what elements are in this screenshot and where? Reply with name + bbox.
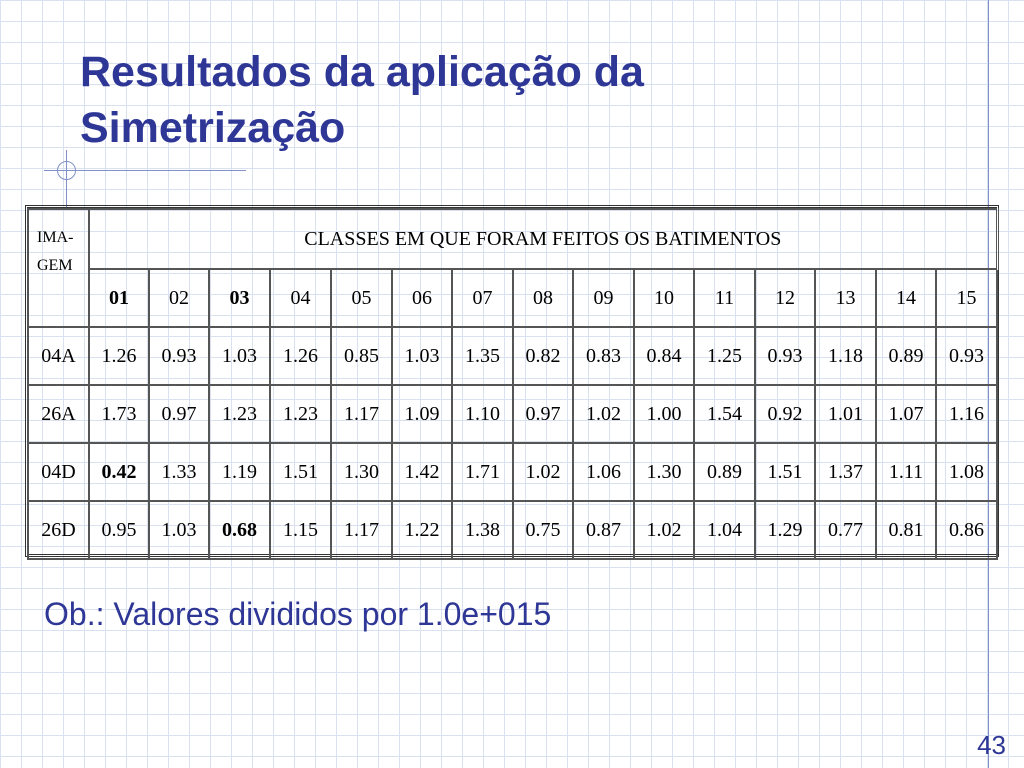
footnote: Ob.: Valores divididos por 1.0e+015 xyxy=(44,596,552,632)
table-cell: 0.81 xyxy=(876,501,936,559)
table-cell: 0.83 xyxy=(573,327,634,385)
table-cell: 1.38 xyxy=(452,501,513,559)
table-cell: 1.03 xyxy=(149,501,209,559)
table-cell: 1.02 xyxy=(513,443,573,501)
table-cell: 1.26 xyxy=(270,327,331,385)
table-row xyxy=(28,327,997,385)
table-cell: 1.33 xyxy=(149,443,209,501)
corner-label-line-1: IMA- xyxy=(37,229,74,246)
slide-title xyxy=(80,44,644,156)
table-cell: 1.22 xyxy=(392,501,452,559)
column-header: 03 xyxy=(209,269,270,327)
table-cell: 1.29 xyxy=(755,501,815,559)
table-cell: 1.23 xyxy=(270,385,331,443)
slide-title-line-2: Simetrização xyxy=(80,104,346,152)
table-cell: 0.75 xyxy=(513,501,573,559)
column-header: 01 xyxy=(89,269,149,327)
corner-label-line-2: GEM xyxy=(37,257,73,274)
table-cell: 0.93 xyxy=(936,327,997,385)
table-cell: 1.42 xyxy=(392,443,452,501)
table-cell: 1.08 xyxy=(936,443,997,501)
table-cell: 0.86 xyxy=(936,501,997,559)
table-cell: 1.06 xyxy=(573,443,634,501)
table-cell: 0.89 xyxy=(876,327,936,385)
classes-group-header: CLASSES EM QUE FORAM FEITOS OS BATIMENTOS xyxy=(89,209,997,269)
table-cell: 1.02 xyxy=(634,501,694,559)
table-cell: 1.02 xyxy=(573,385,634,443)
table-cell: 1.23 xyxy=(209,385,270,443)
column-header: 04 xyxy=(270,269,331,327)
table-cell: 1.15 xyxy=(270,501,331,559)
table-cell: 1.25 xyxy=(694,327,755,385)
column-header: 15 xyxy=(936,269,997,327)
table-cell: 1.07 xyxy=(876,385,936,443)
table-cell: 0.92 xyxy=(755,385,815,443)
table-cell: 0.77 xyxy=(815,501,876,559)
column-header: 11 xyxy=(694,269,755,327)
table-cell: 1.71 xyxy=(452,443,513,501)
table-cell: 0.89 xyxy=(694,443,755,501)
row-label: 26A xyxy=(28,385,89,443)
crosshair-ornament-vertical xyxy=(66,150,67,210)
table-cell: 0.42 xyxy=(89,443,149,501)
table-cell: 1.11 xyxy=(876,443,936,501)
column-header: 06 xyxy=(392,269,452,327)
table-cell: 1.30 xyxy=(331,443,392,501)
corner-header-cell xyxy=(28,209,89,327)
table-cell: 1.09 xyxy=(392,385,452,443)
table-cell: 1.01 xyxy=(815,385,876,443)
table-cell: 1.37 xyxy=(815,443,876,501)
table-row xyxy=(28,501,997,559)
table-cell: 0.93 xyxy=(149,327,209,385)
column-header: 02 xyxy=(149,269,209,327)
table-cell: 0.95 xyxy=(89,501,149,559)
table-cell: 1.16 xyxy=(936,385,997,443)
table-cell: 1.03 xyxy=(392,327,452,385)
table-cell: 0.97 xyxy=(149,385,209,443)
table-cell: 1.18 xyxy=(815,327,876,385)
table-cell: 0.87 xyxy=(573,501,634,559)
table-cell: 0.93 xyxy=(755,327,815,385)
table-cell: 1.51 xyxy=(270,443,331,501)
column-header: 08 xyxy=(513,269,573,327)
table-row xyxy=(28,443,997,501)
row-label: 04D xyxy=(28,443,89,501)
row-label: 26D xyxy=(28,501,89,559)
table-cell: 1.04 xyxy=(694,501,755,559)
table-cell: 1.73 xyxy=(89,385,149,443)
table-cell: 0.97 xyxy=(513,385,573,443)
table-row xyxy=(28,385,997,443)
table-cell: 1.10 xyxy=(452,385,513,443)
table-cell: 1.19 xyxy=(209,443,270,501)
table-cell: 1.03 xyxy=(209,327,270,385)
table-group-header-row xyxy=(28,209,997,269)
table-cell: 0.82 xyxy=(513,327,573,385)
column-header: 13 xyxy=(815,269,876,327)
column-header: 09 xyxy=(573,269,634,327)
slide-title-line-1: Resultados da aplicação da xyxy=(80,48,644,96)
table-cell: 1.51 xyxy=(755,443,815,501)
table-cell: 1.54 xyxy=(694,385,755,443)
results-table xyxy=(27,208,999,560)
table-cell: 1.30 xyxy=(634,443,694,501)
column-header: 05 xyxy=(331,269,392,327)
column-header: 07 xyxy=(452,269,513,327)
table-column-header-row xyxy=(28,269,997,327)
column-header: 10 xyxy=(634,269,694,327)
column-header: 14 xyxy=(876,269,936,327)
column-header: 12 xyxy=(755,269,815,327)
table-cell: 1.00 xyxy=(634,385,694,443)
row-label: 04A xyxy=(28,327,89,385)
table-cell: 0.85 xyxy=(331,327,392,385)
table-cell: 1.35 xyxy=(452,327,513,385)
crosshair-ornament-circle xyxy=(57,161,76,180)
page-number: 43 xyxy=(977,730,1006,760)
table-cell: 1.17 xyxy=(331,385,392,443)
table-cell: 0.68 xyxy=(209,501,270,559)
table-cell: 0.84 xyxy=(634,327,694,385)
table-cell: 1.17 xyxy=(331,501,392,559)
table-cell: 1.26 xyxy=(89,327,149,385)
